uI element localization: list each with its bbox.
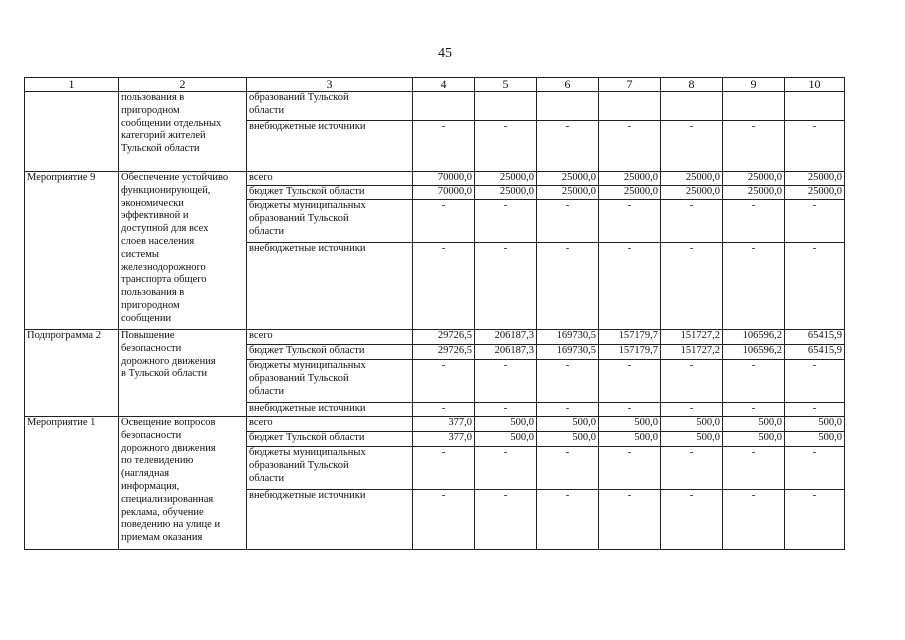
item-name: Обеспечение устойчиво функционирующей, экономически эффективной и доступной для всех слоев населения системы железнодорожного транспорта общего пользования в пригородном сообщении <box>121 172 229 324</box>
value-cell <box>661 92 723 121</box>
value-cell: - <box>723 243 785 330</box>
column-number: 9 <box>723 78 785 92</box>
value-cell: 25000,0 <box>785 186 845 200</box>
value-cell: - <box>537 447 599 490</box>
column-number: 1 <box>25 78 119 92</box>
funding-source: бюджет Тульской области <box>249 432 365 443</box>
funding-source: бюджеты муниципальных образований Тульской области <box>249 360 366 397</box>
value-cell: 29726,5 <box>413 330 475 345</box>
value-cell: - <box>785 490 845 550</box>
value-cell: 25000,0 <box>723 186 785 200</box>
value-cell: - <box>413 200 475 243</box>
value-cell <box>723 92 785 121</box>
value-cell: 25000,0 <box>599 172 661 186</box>
item-name-cell <box>119 330 247 417</box>
value-cell: 106596,2 <box>723 330 785 345</box>
funding-source-cell <box>247 200 413 243</box>
item-title-cell <box>25 92 119 172</box>
value-cell: - <box>723 200 785 243</box>
page-number: 45 <box>438 46 452 61</box>
value-cell: - <box>537 490 599 550</box>
value-cell: 500,0 <box>723 417 785 432</box>
item-name: Освещение вопросов безопасности дорожного движения по телевидению (наглядная информация, специализированная реклама, обучение поведению на улице и приемам оказания <box>121 417 221 544</box>
value-cell: 206187,3 <box>475 330 537 345</box>
value-cell: - <box>723 121 785 172</box>
value-cell <box>537 92 599 121</box>
funding-source: внебюджетные источники <box>249 403 366 414</box>
funding-source: внебюджетные источники <box>249 121 366 132</box>
value-cell: - <box>537 243 599 330</box>
column-number: 8 <box>661 78 723 92</box>
value-cell: - <box>413 447 475 490</box>
column-number: 6 <box>537 78 599 92</box>
item-title: Мероприятие 9 <box>27 172 96 183</box>
value-cell: 25000,0 <box>661 172 723 186</box>
value-cell: 500,0 <box>599 432 661 447</box>
value-cell: 377,0 <box>413 432 475 447</box>
funding-source: бюджет Тульской области <box>249 345 365 356</box>
value-cell: - <box>661 447 723 490</box>
value-cell: 25000,0 <box>723 172 785 186</box>
value-cell: - <box>599 121 661 172</box>
column-number: 5 <box>475 78 537 92</box>
value-cell: - <box>785 121 845 172</box>
funding-source: бюджет Тульской области <box>249 186 365 197</box>
value-cell: - <box>475 403 537 417</box>
value-cell: 500,0 <box>475 417 537 432</box>
budget-table <box>24 77 845 550</box>
value-cell: - <box>413 403 475 417</box>
value-cell: - <box>661 243 723 330</box>
value-cell: - <box>723 360 785 403</box>
value-cell: 500,0 <box>785 417 845 432</box>
funding-source-cell <box>247 345 413 360</box>
value-cell: - <box>537 121 599 172</box>
value-cell: 65415,9 <box>785 330 845 345</box>
value-cell: 500,0 <box>723 432 785 447</box>
value-cell: - <box>785 447 845 490</box>
value-cell: 157179,7 <box>599 345 661 360</box>
value-cell: 25000,0 <box>785 172 845 186</box>
value-cell: 500,0 <box>661 417 723 432</box>
value-cell: - <box>599 490 661 550</box>
column-number: 4 <box>413 78 475 92</box>
value-cell: 169730,5 <box>537 330 599 345</box>
value-cell <box>599 92 661 121</box>
value-cell: 500,0 <box>785 432 845 447</box>
value-cell: 206187,3 <box>475 345 537 360</box>
item-title: Подпрограмма 2 <box>27 330 101 341</box>
value-cell: 169730,5 <box>537 345 599 360</box>
value-cell: - <box>661 121 723 172</box>
value-cell: - <box>599 403 661 417</box>
value-cell: - <box>475 121 537 172</box>
value-cell: - <box>599 447 661 490</box>
item-name-cell <box>119 92 247 172</box>
value-cell: - <box>475 243 537 330</box>
funding-source-cell <box>247 490 413 550</box>
column-number: 2 <box>119 78 247 92</box>
column-number-row <box>25 78 845 92</box>
value-cell: - <box>723 447 785 490</box>
funding-source-cell <box>247 92 413 121</box>
item-name: пользования в пригородном сообщении отдельных категорий жителей Тульской области <box>121 92 222 155</box>
funding-source-cell <box>247 417 413 432</box>
value-cell: 151727,2 <box>661 345 723 360</box>
value-cell: 70000,0 <box>413 172 475 186</box>
value-cell: - <box>475 447 537 490</box>
value-cell: - <box>661 403 723 417</box>
value-cell: - <box>475 360 537 403</box>
column-number: 10 <box>785 78 845 92</box>
value-cell: 500,0 <box>537 432 599 447</box>
value-cell: - <box>475 200 537 243</box>
value-cell: - <box>537 403 599 417</box>
value-cell: 25000,0 <box>475 172 537 186</box>
funding-source: образований Тульской области <box>249 92 349 116</box>
funding-source-cell <box>247 447 413 490</box>
value-cell: - <box>723 490 785 550</box>
value-cell: - <box>723 403 785 417</box>
funding-source-cell <box>247 432 413 447</box>
value-cell: - <box>661 490 723 550</box>
value-cell: 151727,2 <box>661 330 723 345</box>
item-title-cell <box>25 172 119 330</box>
funding-source: всего <box>249 330 273 341</box>
item-title-cell <box>25 330 119 417</box>
value-cell: 500,0 <box>537 417 599 432</box>
value-cell <box>475 92 537 121</box>
value-cell: - <box>599 360 661 403</box>
value-cell: 65415,9 <box>785 345 845 360</box>
value-cell: 500,0 <box>661 432 723 447</box>
funding-source: бюджеты муниципальных образований Тульской области <box>249 200 366 237</box>
value-cell: - <box>661 200 723 243</box>
value-cell: - <box>785 200 845 243</box>
value-cell: - <box>413 360 475 403</box>
funding-source: внебюджетные источники <box>249 490 366 501</box>
value-cell: 25000,0 <box>537 172 599 186</box>
value-cell: 25000,0 <box>661 186 723 200</box>
value-cell: 500,0 <box>599 417 661 432</box>
value-cell: - <box>785 243 845 330</box>
funding-source-cell <box>247 121 413 172</box>
table-row <box>25 92 845 121</box>
column-number: 3 <box>247 78 413 92</box>
value-cell: 25000,0 <box>537 186 599 200</box>
item-title-cell <box>25 417 119 550</box>
value-cell: - <box>599 243 661 330</box>
value-cell: 377,0 <box>413 417 475 432</box>
value-cell: - <box>413 490 475 550</box>
value-cell: - <box>785 360 845 403</box>
value-cell: - <box>413 121 475 172</box>
value-cell: - <box>785 403 845 417</box>
value-cell: 157179,7 <box>599 330 661 345</box>
value-cell: - <box>475 490 537 550</box>
item-name-cell <box>119 172 247 330</box>
value-cell: 500,0 <box>475 432 537 447</box>
value-cell: - <box>537 200 599 243</box>
value-cell: - <box>661 360 723 403</box>
value-cell: 70000,0 <box>413 186 475 200</box>
value-cell: 25000,0 <box>475 186 537 200</box>
funding-source: внебюджетные источники <box>249 243 366 254</box>
item-name: Повышение безопасности дорожного движения в Тульской области <box>121 330 216 380</box>
funding-source-cell <box>247 360 413 403</box>
value-cell: - <box>413 243 475 330</box>
funding-source-cell <box>247 186 413 200</box>
value-cell <box>785 92 845 121</box>
value-cell: 25000,0 <box>599 186 661 200</box>
funding-source: бюджеты муниципальных образований Тульской области <box>249 447 366 484</box>
value-cell: 29726,5 <box>413 345 475 360</box>
value-cell: - <box>599 200 661 243</box>
value-cell: 106596,2 <box>723 345 785 360</box>
item-title: Мероприятие 1 <box>27 417 96 428</box>
value-cell: - <box>537 360 599 403</box>
table-row <box>25 417 845 432</box>
item-name-cell <box>119 417 247 550</box>
funding-source-cell <box>247 172 413 186</box>
table-row <box>25 172 845 186</box>
funding-source-cell <box>247 243 413 330</box>
table-row <box>25 330 845 345</box>
value-cell <box>413 92 475 121</box>
funding-source: всего <box>249 172 273 183</box>
funding-source-cell <box>247 403 413 417</box>
funding-source: всего <box>249 417 273 428</box>
funding-source-cell <box>247 330 413 345</box>
column-number: 7 <box>599 78 661 92</box>
